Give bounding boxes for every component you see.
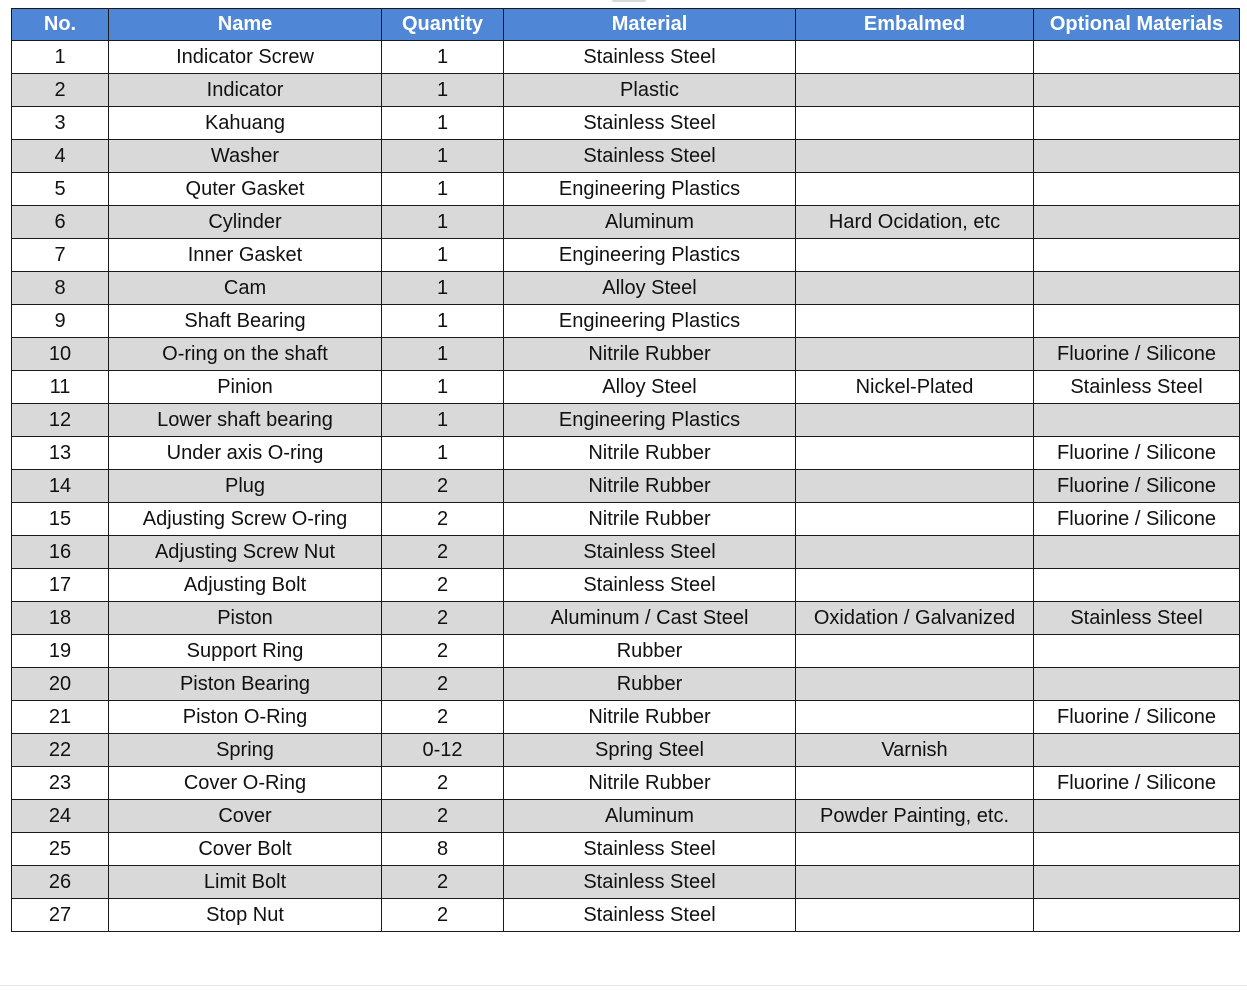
column-header-material: Material [504, 9, 796, 41]
column-header-embalmed: Embalmed [796, 9, 1034, 41]
cell-optional-materials [1034, 635, 1240, 668]
cell-embalmed [796, 437, 1034, 470]
cell-name: O-ring on the shaft [109, 338, 382, 371]
table-row [12, 602, 1240, 635]
cell-name: Lower shaft bearing [109, 404, 382, 437]
table-row [12, 635, 1240, 668]
table-row [12, 866, 1240, 899]
column-header-name: Name [109, 9, 382, 41]
cell-material: Nitrile Rubber [504, 338, 796, 371]
cell-embalmed [796, 305, 1034, 338]
cell-name: Support Ring [109, 635, 382, 668]
cell-material: Alloy Steel [504, 272, 796, 305]
cell-name: Plug [109, 470, 382, 503]
cell-quantity: 1 [382, 437, 504, 470]
cell-embalmed [796, 701, 1034, 734]
cell-quantity: 1 [382, 173, 504, 206]
table-row [12, 140, 1240, 173]
cell-optional-materials [1034, 140, 1240, 173]
cell-quantity: 1 [382, 338, 504, 371]
table-row [12, 41, 1240, 74]
cell-quantity: 2 [382, 503, 504, 536]
table-row [12, 305, 1240, 338]
cell-embalmed [796, 866, 1034, 899]
cell-material: Nitrile Rubber [504, 767, 796, 800]
cell-quantity: 1 [382, 239, 504, 272]
bottom-divider [0, 985, 1247, 986]
table-row [12, 536, 1240, 569]
column-header-no: No. [12, 9, 109, 41]
cell-quantity: 8 [382, 833, 504, 866]
cell-material: Stainless Steel [504, 866, 796, 899]
cell-quantity: 1 [382, 404, 504, 437]
table-row [12, 404, 1240, 437]
cell-name: Under axis O-ring [109, 437, 382, 470]
table-row [12, 470, 1240, 503]
cell-optional-materials: Fluorine / Silicone [1034, 338, 1240, 371]
cell-embalmed: Nickel-Plated [796, 371, 1034, 404]
cell-embalmed [796, 173, 1034, 206]
cell-optional-materials: Stainless Steel [1034, 602, 1240, 635]
cell-embalmed [796, 569, 1034, 602]
column-header-optional-materials: Optional Materials [1034, 9, 1240, 41]
cell-embalmed [796, 404, 1034, 437]
cell-quantity: 1 [382, 74, 504, 107]
cell-material: Aluminum [504, 800, 796, 833]
cell-optional-materials [1034, 173, 1240, 206]
cell-no: 26 [12, 866, 109, 899]
cell-optional-materials [1034, 107, 1240, 140]
cell-material: Stainless Steel [504, 41, 796, 74]
cell-optional-materials [1034, 800, 1240, 833]
cell-name: Piston Bearing [109, 668, 382, 701]
table-row [12, 107, 1240, 140]
cell-embalmed [796, 767, 1034, 800]
cell-optional-materials [1034, 239, 1240, 272]
cell-optional-materials [1034, 305, 1240, 338]
cell-name: Piston O-Ring [109, 701, 382, 734]
cell-name: Spring [109, 734, 382, 767]
cell-no: 14 [12, 470, 109, 503]
table-row [12, 833, 1240, 866]
table-body [12, 41, 1240, 932]
cell-material: Nitrile Rubber [504, 470, 796, 503]
table-row [12, 800, 1240, 833]
cell-quantity: 2 [382, 569, 504, 602]
cell-material: Stainless Steel [504, 833, 796, 866]
cell-quantity: 2 [382, 767, 504, 800]
cell-optional-materials [1034, 536, 1240, 569]
cell-material: Rubber [504, 635, 796, 668]
cell-optional-materials [1034, 41, 1240, 74]
cell-quantity: 2 [382, 602, 504, 635]
cell-no: 7 [12, 239, 109, 272]
cell-quantity: 1 [382, 41, 504, 74]
cell-no: 4 [12, 140, 109, 173]
cell-embalmed [796, 635, 1034, 668]
table-row [12, 701, 1240, 734]
cell-name: Cam [109, 272, 382, 305]
cell-material: Plastic [504, 74, 796, 107]
table-row [12, 173, 1240, 206]
cell-quantity: 2 [382, 866, 504, 899]
cell-quantity: 2 [382, 899, 504, 932]
cell-no: 24 [12, 800, 109, 833]
cell-no: 9 [12, 305, 109, 338]
cell-optional-materials [1034, 206, 1240, 239]
table-row [12, 668, 1240, 701]
table-row [12, 437, 1240, 470]
cell-embalmed [796, 536, 1034, 569]
cell-no: 5 [12, 173, 109, 206]
cell-quantity: 1 [382, 107, 504, 140]
cell-no: 16 [12, 536, 109, 569]
cell-embalmed [796, 107, 1034, 140]
cell-name: Washer [109, 140, 382, 173]
cell-material: Nitrile Rubber [504, 701, 796, 734]
cell-no: 6 [12, 206, 109, 239]
cell-material: Engineering Plastics [504, 239, 796, 272]
cell-name: Indicator [109, 74, 382, 107]
cell-material: Nitrile Rubber [504, 503, 796, 536]
cell-name: Inner Gasket [109, 239, 382, 272]
table-row [12, 338, 1240, 371]
table-row [12, 74, 1240, 107]
cell-material: Engineering Plastics [504, 173, 796, 206]
cell-embalmed [796, 74, 1034, 107]
cell-material: Stainless Steel [504, 569, 796, 602]
cell-no: 20 [12, 668, 109, 701]
cell-optional-materials [1034, 833, 1240, 866]
cell-material: Engineering Plastics [504, 305, 796, 338]
cell-quantity: 0-12 [382, 734, 504, 767]
parts-table [11, 8, 1240, 932]
cell-quantity: 1 [382, 305, 504, 338]
cell-no: 15 [12, 503, 109, 536]
cell-name: Cover Bolt [109, 833, 382, 866]
parts-table-container [11, 8, 1239, 932]
cell-no: 11 [12, 371, 109, 404]
table-row [12, 734, 1240, 767]
top-decoration [612, 0, 646, 2]
cell-embalmed: Oxidation / Galvanized [796, 602, 1034, 635]
cell-material: Rubber [504, 668, 796, 701]
cell-embalmed: Hard Ocidation, etc [796, 206, 1034, 239]
cell-optional-materials [1034, 272, 1240, 305]
cell-no: 22 [12, 734, 109, 767]
cell-name: Cover O-Ring [109, 767, 382, 800]
cell-quantity: 1 [382, 272, 504, 305]
cell-material: Stainless Steel [504, 536, 796, 569]
cell-no: 1 [12, 41, 109, 74]
cell-no: 13 [12, 437, 109, 470]
cell-embalmed [796, 41, 1034, 74]
cell-name: Cylinder [109, 206, 382, 239]
cell-quantity: 2 [382, 635, 504, 668]
cell-embalmed [796, 833, 1034, 866]
cell-name: Adjusting Screw O-ring [109, 503, 382, 536]
table-header-row [12, 9, 1240, 41]
cell-quantity: 2 [382, 701, 504, 734]
cell-material: Alloy Steel [504, 371, 796, 404]
cell-name: Stop Nut [109, 899, 382, 932]
cell-optional-materials [1034, 866, 1240, 899]
cell-material: Stainless Steel [504, 107, 796, 140]
cell-quantity: 2 [382, 668, 504, 701]
cell-optional-materials [1034, 404, 1240, 437]
cell-name: Indicator Screw [109, 41, 382, 74]
column-header-quantity: Quantity [382, 9, 504, 41]
cell-embalmed [796, 470, 1034, 503]
cell-optional-materials [1034, 899, 1240, 932]
cell-quantity: 1 [382, 371, 504, 404]
cell-optional-materials: Fluorine / Silicone [1034, 503, 1240, 536]
cell-material: Stainless Steel [504, 899, 796, 932]
table-row [12, 569, 1240, 602]
cell-quantity: 1 [382, 140, 504, 173]
cell-name: Shaft Bearing [109, 305, 382, 338]
table-row [12, 371, 1240, 404]
cell-name: Cover [109, 800, 382, 833]
table-row [12, 206, 1240, 239]
table-row [12, 899, 1240, 932]
cell-material: Aluminum [504, 206, 796, 239]
cell-optional-materials: Fluorine / Silicone [1034, 470, 1240, 503]
cell-name: Quter Gasket [109, 173, 382, 206]
cell-quantity: 2 [382, 536, 504, 569]
cell-no: 18 [12, 602, 109, 635]
table-row [12, 503, 1240, 536]
cell-embalmed [796, 239, 1034, 272]
cell-quantity: 2 [382, 800, 504, 833]
cell-name: Adjusting Bolt [109, 569, 382, 602]
table-row [12, 767, 1240, 800]
cell-no: 8 [12, 272, 109, 305]
cell-name: Limit Bolt [109, 866, 382, 899]
cell-no: 21 [12, 701, 109, 734]
cell-no: 10 [12, 338, 109, 371]
cell-no: 27 [12, 899, 109, 932]
cell-embalmed [796, 272, 1034, 305]
cell-optional-materials: Fluorine / Silicone [1034, 767, 1240, 800]
cell-embalmed [796, 899, 1034, 932]
cell-name: Adjusting Screw Nut [109, 536, 382, 569]
cell-material: Stainless Steel [504, 140, 796, 173]
cell-no: 12 [12, 404, 109, 437]
cell-embalmed: Powder Painting, etc. [796, 800, 1034, 833]
cell-no: 2 [12, 74, 109, 107]
cell-optional-materials [1034, 569, 1240, 602]
cell-no: 3 [12, 107, 109, 140]
cell-no: 19 [12, 635, 109, 668]
cell-no: 17 [12, 569, 109, 602]
cell-name: Pinion [109, 371, 382, 404]
cell-embalmed [796, 668, 1034, 701]
cell-quantity: 1 [382, 206, 504, 239]
cell-material: Nitrile Rubber [504, 437, 796, 470]
cell-optional-materials [1034, 74, 1240, 107]
cell-embalmed [796, 338, 1034, 371]
cell-material: Spring Steel [504, 734, 796, 767]
table-row [12, 272, 1240, 305]
cell-no: 23 [12, 767, 109, 800]
cell-embalmed [796, 503, 1034, 536]
cell-material: Aluminum / Cast Steel [504, 602, 796, 635]
cell-material: Engineering Plastics [504, 404, 796, 437]
cell-optional-materials: Fluorine / Silicone [1034, 701, 1240, 734]
cell-optional-materials [1034, 668, 1240, 701]
cell-optional-materials [1034, 734, 1240, 767]
cell-no: 25 [12, 833, 109, 866]
cell-name: Kahuang [109, 107, 382, 140]
cell-quantity: 2 [382, 470, 504, 503]
cell-name: Piston [109, 602, 382, 635]
cell-embalmed: Varnish [796, 734, 1034, 767]
table-row [12, 239, 1240, 272]
cell-optional-materials: Fluorine / Silicone [1034, 437, 1240, 470]
cell-embalmed [796, 140, 1034, 173]
cell-optional-materials: Stainless Steel [1034, 371, 1240, 404]
